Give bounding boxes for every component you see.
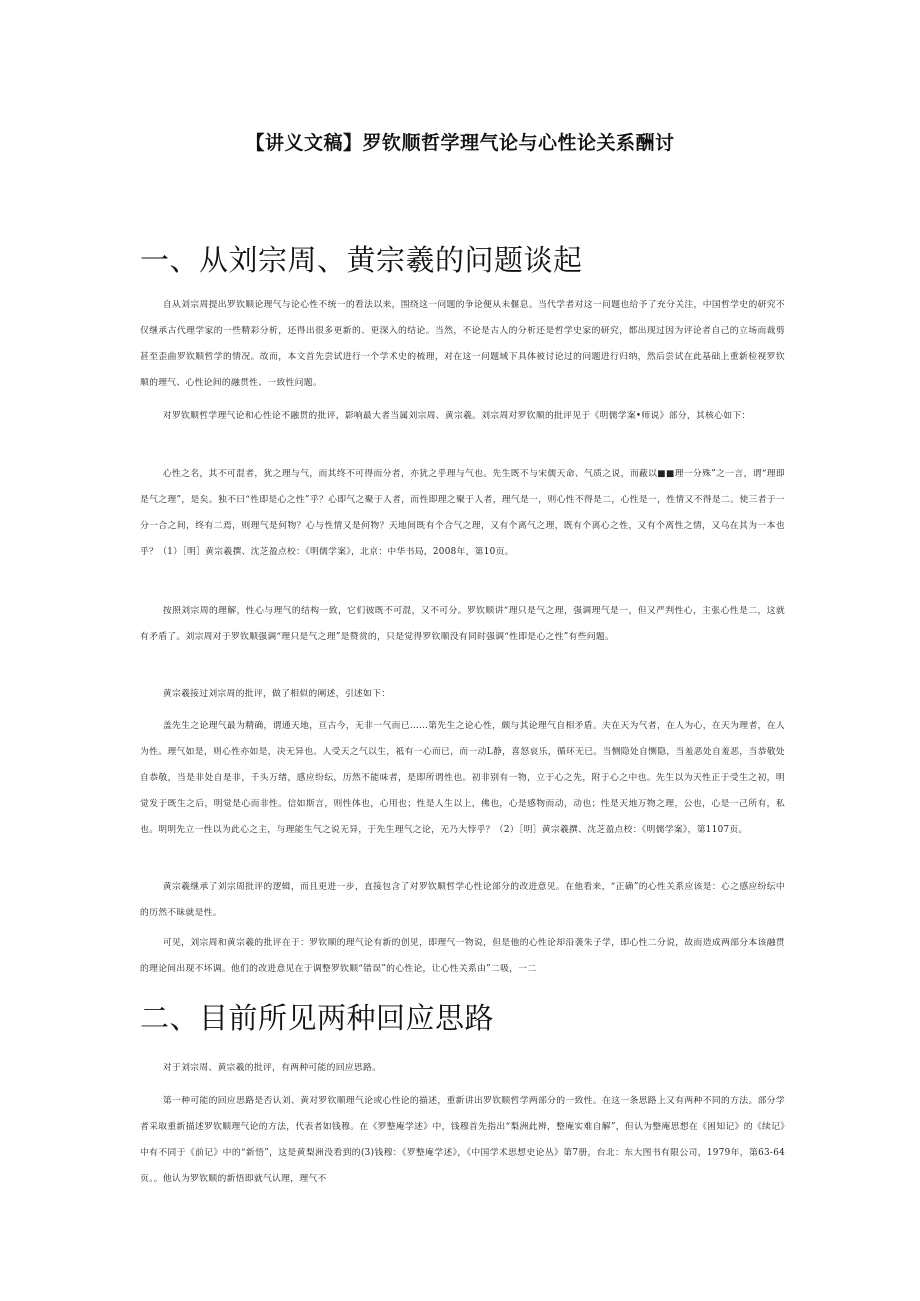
paragraph: 按照刘宗周的理解，性心与理气的结构一致，它们彼既不可混，又不可分。罗钦顺讲“理只是气之理，强调理气是一，但又严判性心，主张心性是二，这就有矛盾了。刘宗周对于罗钦顺强调“理只是气之理”是赞赏的，只是觉得罗钦顺没有同时强调“性即是心之性”有些问题。 — [140, 606, 785, 642]
paragraph: 黄宗羲继承了刘宗周批评的逻辑，而且更进一步，直接包含了对罗钦顺哲学心性论部分的改进意见。在他看来，“正确”的心性关系应该是：心之感应纷纭中的历然不昧就是性。 — [140, 882, 785, 918]
section-heading-1: 一、从刘宗周、黄宗羲的问题谈起 — [140, 243, 583, 277]
paragraph: 对于刘宗周、黄宗羲的批评，有两种可能的回应思路。 — [162, 1063, 382, 1073]
block-quote: 心性之名，其不可混者，犹之理与气，而其终不可得而分者，亦犹之乎理与气也。先生既不与宋儒天命、气质之说，而蔽以■■理一分殊”之一言，谓“理即是气之理”，是矣。独不曰“性即是心之性”乎？心即气之聚于人者，而性即理之聚于人者，理气是一，则心性不得是二，心性是一，性情又不得是二。使三者于一分一合之间，终有二焉，则理气是何物？心与性情又是何物？天地间既有个合气之理，又有个离气之理，既有个离心之性，又有个离性之情，又乌在其为一本也乎？（1）［明］黄宗羲撰、沈芝盈点校：《明儒学案》，北京：中华书局，2008年，第10页。 — [140, 469, 785, 557]
block-quote: 盖先生之论理气最为精确，谓通天地，亘古今，无非一气而已……第先生之论心性，颇与其论理气自相矛盾。夫在天为气者，在人为心，在天为理者，在人为性。理气如是，则心性亦如是，决无异也。人受天之气以生，祗有一心而已，而一动L静，喜怒哀乐，循环无已。当恻隐处自恻隐，当羞恶处自羞恶，当恭敬处自恭敬，当是非处自是非，千头万绪，感应纷纭，历然不能味者，是即所谓性也。初非别有一物，立于心之先，附于心之中也。先生以为天性正于受生之初，明觉发于既生之后，明觉是心而非性。信如斯言，则性体也，心用也；性是人生以上，佛也，心是感物而动，动也；性是天地万物之理，公也，心是一己所有，私也。明明先立一性以为此心之主，与理能生气之说无异，于先生理气之论，无乃大悖乎？（2）［明］黄宗羲撰、沈芝盈点校：《明儒学案》，第1107页。 — [140, 721, 785, 835]
document-title: 【讲义文稿】罗钦顺哲学理气论与心性论关系酬讨 — [245, 132, 675, 154]
paragraph: 对罗钦顺哲学理气论和心性论不融贯的批评，影响最大者当属刘宗周、黄宗羲。刘宗周对罗钦顺的批评见于《明儒学案•师说》部分，其核心如下： — [162, 411, 751, 421]
paragraph: 自从刘宗周提出罗钦顺论理气与论心性不统一的看法以来，围绕这一问题的争论便从未偃息。当代学者对这一问题也给予了充分关注，中国哲学史的研究不仅继承古代理学家的一些精彩分析，还得出很多更新的、更深入的结论。当然，不论是古人的分析还是哲学史家的研究，都出现过因为评论者自己的立场而裁剪甚至歪曲罗钦顺哲学的情况。故而，本文首先尝试进行一个学术史的梳理，对在这一问题域下具体被讨论过的问题进行归纳，然后尝试在此基础上重新检视罗钦顺的理气、心性论间的融贯性、一致性问题。 — [140, 300, 785, 388]
paragraph: 可见，刘宗周和黄宗羲的批评在于：罗钦顺的理气论有新的创见，即理气一物说，但是他的心性论却沿袭朱子学，即心性二分说，故而造成两部分本该融贯的理论间出现不坏调。他们的改进意见在于调整罗钦顺“错误”的心性论，让心性关系由”二吸，一二 — [140, 938, 785, 974]
paragraph: 黄宗羲接过刘宗周的批评，做了相似的阐述，引述如下： — [162, 689, 391, 699]
paragraph: 第一种可能的回应思路是否认刘、黄对罗钦顺理气论或心性论的描述，重新讲出罗钦顺哲学两部分的一致性。在这一条思路上又有两种不同的方法。部分学者采取重新描述罗钦顺理气论的方法，代表者如钱穆。在《罗整庵学述》中，钱穆首先指出“梨洲此辨，整庵实难自解”，但认为整庵思想在《困知记》的《续记》中有不同于《前记》中的“新悟”，这是黄梨洲没看到的(3)钱穆：《罗整庵学述》，《中国学术思想史论丛》第7册，台北：东大图书有限公司，1979年，第63-64页。。他认为罗钦顺的新悟即就气认理，理气不 — [140, 1096, 785, 1184]
section-heading-2: 二、目前所见两种回应思路 — [140, 1001, 495, 1035]
